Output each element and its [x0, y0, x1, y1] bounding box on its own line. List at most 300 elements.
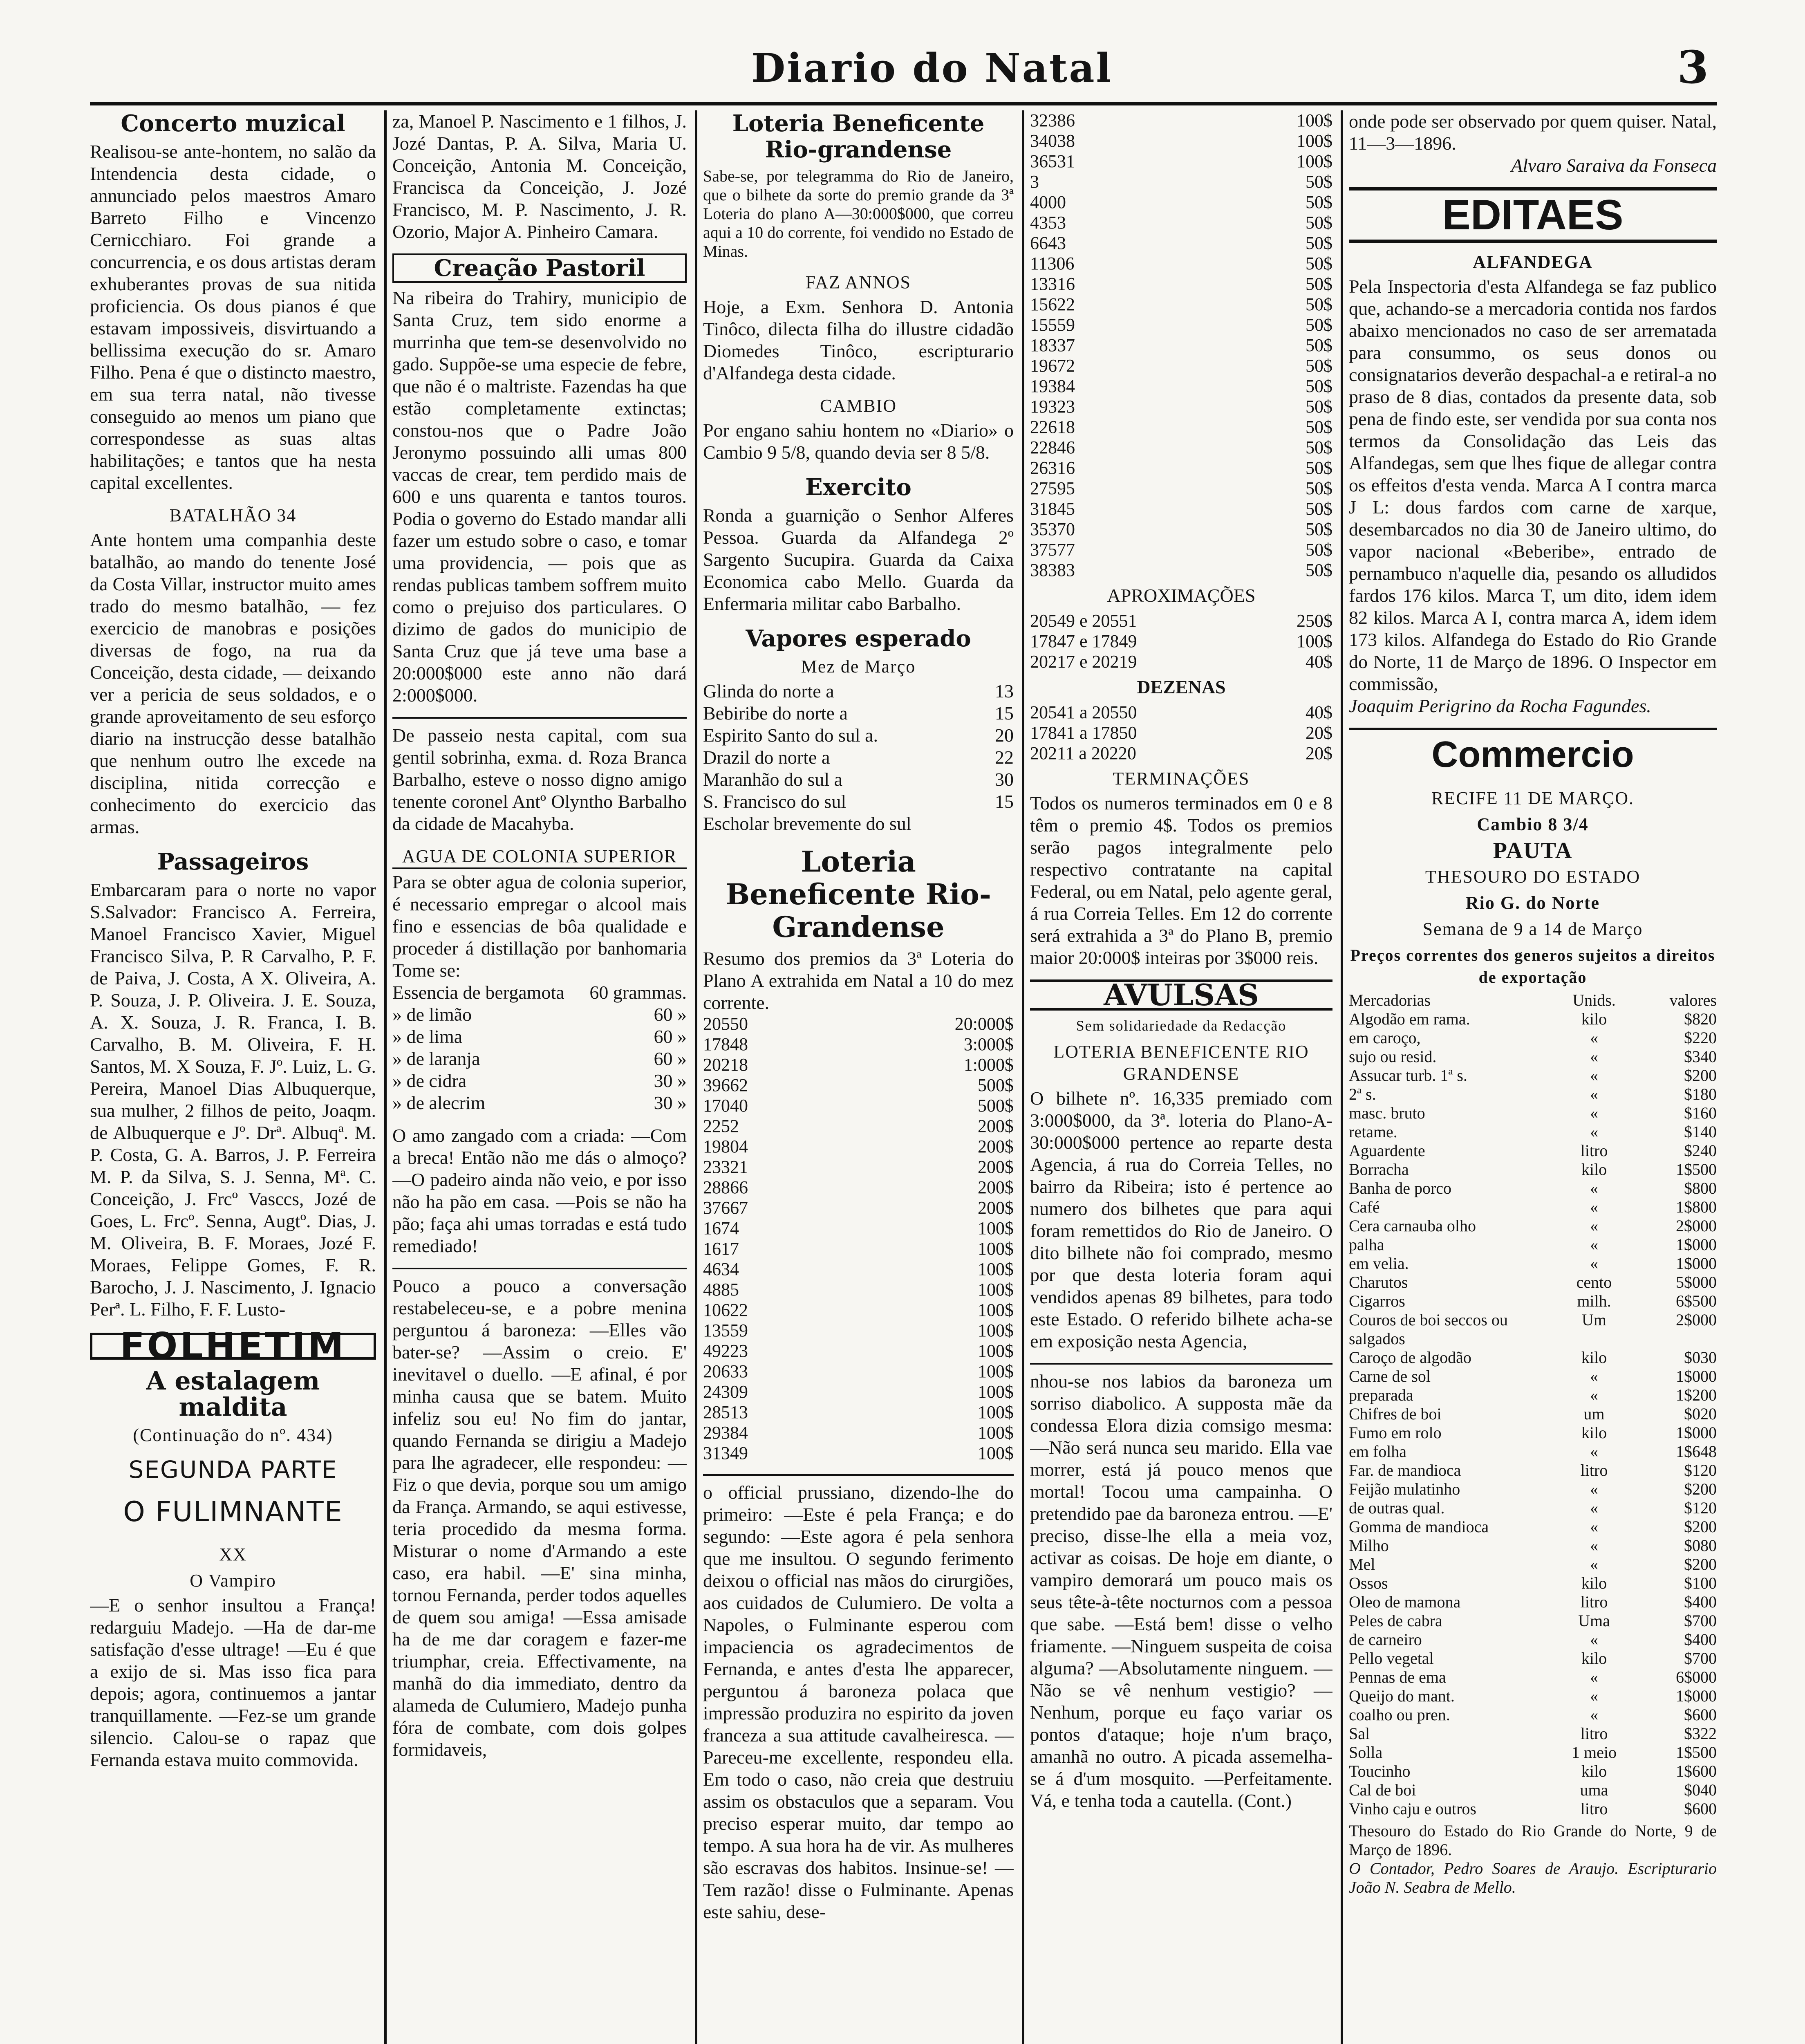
- aprox-result-prize: 40$: [1306, 652, 1332, 672]
- lottery-result-number: 15559: [1030, 315, 1075, 335]
- lottery-result-number: 49223: [703, 1341, 748, 1361]
- lottery-result-prize: 50$: [1306, 335, 1332, 355]
- lottery-result-number: 3: [1030, 172, 1039, 192]
- dezenas-title: DEZENAS: [1137, 677, 1226, 697]
- pauta-unit: «: [1590, 1235, 1598, 1254]
- dezena-result-prize: 20$: [1306, 743, 1332, 763]
- recipe-qty: 60 »: [654, 1048, 687, 1069]
- lottery-result-prize: 50$: [1306, 294, 1332, 314]
- article-title: AVULSAS: [1030, 979, 1332, 1011]
- novel-part: SEGUNDA PARTE: [128, 1456, 338, 1484]
- article-passeio: [392, 724, 687, 835]
- column-5: [1349, 110, 1717, 2044]
- pauta-unit: «: [1590, 1029, 1598, 1047]
- recipe-item: [392, 1048, 687, 1070]
- lottery-result-number: 23321: [703, 1157, 748, 1177]
- dezena-result-prize: 20$: [1306, 723, 1332, 743]
- pauta-value: 1$200: [1675, 1386, 1717, 1404]
- lottery-results: [703, 1014, 1014, 1464]
- lottery-result-number: 20633: [703, 1361, 748, 1381]
- recipe-name: Essencia de bergamota: [392, 982, 564, 1003]
- folhetim-header: FOLHETIM: [90, 1333, 376, 1360]
- vapor-name: Drazil do norte a: [703, 747, 830, 768]
- pauta-item: de carneiro: [1349, 1630, 1422, 1649]
- lottery-result-number: 22618: [1030, 417, 1075, 437]
- article-title: Loteria Beneficente Rio-Grandense: [726, 845, 991, 944]
- article-body: Para se obter agua de colonia superior, é necessario empregar o alcool mais fino e essencias de bôa qualidade e proceder á distillação por banhomaria Tome se:: [392, 872, 687, 981]
- article-body: Embarcaram para o norte no vapor S.Salvador: Francisco A. Ferreira, Manoel Francisco Xavier, Miguel Francisco Silva, P. R Carvalho, P. F. de Paiva, J. Costa, A X. Oliveira, A. P. Souza, J. P. Oliveira. J. E. Souza, A. X. Souza, J. R. Franca, I. B. Carvalho, B. M. Oliveira, F. H. Santos, M. X Souza, F. Jº. Luiz, L. G. Pereira, Manoel Dias Albuquerque, sua mulher, 2 filhos de peito, Joaqm. de Albuquerque e Jº. Drª. Albuqª. M. P. Costa, G. A. Barros, J. P. Ferreira M. P. da Silva, S. J. Senna, Mª. C. Conceição, J. Frcº Vasccs, Jozé de Goes, L. Frcº. Senna, Augtº. Dias, J. M. Oliveira, B. F. Moraes, Jozé F. Moraes, Felippe Gomes, F. R. Barocho, J. J. Nascimento, J. Ignacio Perª. L. Filho, F. F. Lusto-: [90, 879, 376, 1320]
- lottery-result-number: 19384: [1030, 376, 1075, 396]
- footer-text: Thesouro do Estado do Rio Grande do Norte, 9 de Março de 1896.: [1349, 1822, 1717, 1859]
- novel-subtitle: O Vampiro: [190, 1571, 276, 1591]
- lottery-result-number: 38383: [1030, 560, 1075, 580]
- lottery-result-number: 31349: [703, 1443, 748, 1463]
- novel-section: [90, 1368, 376, 1771]
- lottery-result-prize: 200$: [978, 1116, 1014, 1136]
- lottery-result-number: 28866: [703, 1177, 748, 1197]
- pauta-row: [1349, 1423, 1717, 1442]
- lottery-result-number: 4353: [1030, 213, 1066, 233]
- pauta-value: $200: [1684, 1480, 1717, 1498]
- pauta-row: [1349, 1217, 1717, 1235]
- pauta-unit: Uma: [1578, 1611, 1610, 1630]
- lottery-result-prize: 100$: [978, 1239, 1014, 1259]
- lottery-result-prize: 50$: [1306, 499, 1332, 519]
- dezena-result-number: 17841 a 17850: [1030, 723, 1137, 743]
- pauta-item: Borracha: [1349, 1160, 1409, 1179]
- pauta-value: 1$500: [1675, 1160, 1717, 1179]
- lottery-result-prize: 50$: [1306, 458, 1332, 478]
- article-heading: LOTERIA BENEFICENTE RIO GRANDENSE: [1053, 1042, 1309, 1084]
- pauta-value: 1$000: [1675, 1687, 1717, 1705]
- recipe-item: [392, 1070, 687, 1092]
- dezena-result-number: 20541 a 20550: [1030, 702, 1137, 722]
- pauta-unit: kilo: [1581, 1160, 1607, 1179]
- pauta-item: 2ª s.: [1349, 1085, 1376, 1103]
- aprox-result-prize: 250$: [1297, 611, 1332, 631]
- lottery-result-prize: 100$: [1297, 110, 1332, 130]
- article-title: FAZ ANNOS: [805, 272, 911, 292]
- pauta-item: Queijo do mant.: [1349, 1687, 1455, 1705]
- pauta-value: 6$000: [1675, 1668, 1717, 1686]
- pauta-row: [1349, 1517, 1717, 1536]
- aprox-result-number: 20549 e 20551: [1030, 611, 1137, 631]
- novel-continuation-col2: [392, 1275, 687, 1761]
- pauta-unit: litro: [1580, 1461, 1608, 1479]
- pauta-item: Milho: [1349, 1536, 1389, 1555]
- article-agua: [392, 845, 687, 1114]
- article-title: Creação Pastoril: [392, 253, 687, 283]
- lottery-result-number: 24309: [703, 1382, 748, 1402]
- pauta-value: 1$000: [1675, 1254, 1717, 1273]
- pauta-header-cell: valores: [1669, 991, 1717, 1009]
- column-divider: [1022, 110, 1024, 2044]
- cambio-line: Cambio 8 3/4: [1477, 814, 1589, 834]
- article-body: Sabe-se, por telegramma do Rio de Janeiro, que o bilhete da sorte do premio grande da 3ª Loteria do plano A—30:000$000, que correu aqui a 10 do corrente, foi vendido no Estado de Minas.: [703, 167, 1014, 260]
- pauta-item: Ossos: [1349, 1574, 1388, 1592]
- article-creacao: [392, 253, 687, 706]
- lottery-result-prize: 100$: [978, 1402, 1014, 1422]
- lottery-result-number: 19672: [1030, 356, 1075, 376]
- lottery-result-number: 11306: [1030, 253, 1075, 273]
- pauta-value: 1$800: [1675, 1198, 1717, 1216]
- lottery-result-number: 32386: [1030, 110, 1075, 130]
- vapor-row: [703, 746, 1014, 769]
- lottery-result-number: 28513: [703, 1402, 748, 1422]
- vapor-row: [703, 791, 1014, 813]
- lottery-result-number: 13316: [1030, 274, 1075, 294]
- recife-line: RECIFE 11 DE MARÇO.: [1431, 788, 1634, 808]
- article-passageiros-cont: [392, 110, 687, 243]
- pauta-value: $800: [1684, 1179, 1717, 1197]
- pauta-unit: «: [1590, 1085, 1598, 1103]
- divider: [392, 1268, 687, 1269]
- novel-continuation-col3: [703, 1481, 1014, 1923]
- vapor-row: [703, 813, 1014, 835]
- lottery-result-prize: 3:000$: [963, 1034, 1014, 1054]
- pauta-value: $600: [1684, 1800, 1717, 1818]
- pauta-row: [1349, 1273, 1717, 1292]
- article-amo: [392, 1125, 687, 1257]
- lottery-result-prize: 50$: [1306, 192, 1332, 212]
- pauta-unit: «: [1590, 1555, 1598, 1573]
- aprox-result-number: 17847 e 17849: [1030, 631, 1137, 651]
- divider: [1030, 1363, 1332, 1365]
- pauta-row: [1349, 1781, 1717, 1800]
- pauta-unit: «: [1590, 1706, 1598, 1724]
- pauta-unit: litro: [1580, 1141, 1608, 1160]
- divider: [703, 1474, 1014, 1476]
- pauta-row: [1349, 1386, 1717, 1405]
- article-body: Todos os numeros terminados em 0 e 8 têm o premio 4$. Todos os premios serão pagos integralmente pelo respectivo contratante na capital Federal, ou em Natal, pelo agente geral, á rua Correia Telles. Em 12 do corrente será extrahida a 3ª do Plano B, premio maior 20:000$ inteiras por 3$000 reis.: [1030, 793, 1332, 968]
- pauta-item: Aguardente: [1349, 1141, 1425, 1160]
- article-body: Resumo dos premios da 3ª Loteria do Plano A extrahida em Natal a 10 do mez corrente.: [703, 948, 1014, 1013]
- article-title: AGUA DE COLONIA SUPERIOR: [392, 845, 687, 869]
- pauta-unit: «: [1590, 1536, 1598, 1555]
- pauta-unit: «: [1590, 1198, 1598, 1216]
- pauta-unit: cento: [1576, 1273, 1612, 1291]
- pauta-row: [1349, 1311, 1717, 1348]
- vapor-day: 15: [995, 703, 1014, 724]
- pauta-value: 1$000: [1675, 1367, 1717, 1385]
- vapor-name: Escholar brevemente do sul: [703, 813, 911, 834]
- lottery-result-number: 31845: [1030, 499, 1075, 519]
- pauta-row: [1349, 1649, 1717, 1668]
- lottery-result-prize: 50$: [1306, 213, 1332, 233]
- article-title: ALFANDEGA: [1473, 252, 1593, 272]
- lottery-result-prize: 50$: [1306, 356, 1332, 376]
- recipe-item: [392, 1004, 687, 1026]
- pauta-row: [1349, 1611, 1717, 1630]
- article-anos: [703, 271, 1014, 384]
- recipe-qty: 60 »: [654, 1004, 687, 1025]
- lottery-result-number: 34038: [1030, 131, 1075, 151]
- pauta-item: Algodão em rama.: [1349, 1010, 1470, 1028]
- lottery-result-prize: 200$: [978, 1136, 1014, 1156]
- pauta-row: [1349, 1254, 1717, 1273]
- lottery-result-prize: 50$: [1306, 417, 1332, 437]
- pauta-title: PAUTA: [1493, 838, 1573, 863]
- vapor-row: [703, 680, 1014, 702]
- article-exercito: [703, 474, 1014, 615]
- recipe-qty: 30 »: [654, 1070, 687, 1091]
- aprox-title: APROXIMAÇÕES: [1107, 585, 1256, 606]
- pauta-row: [1349, 1461, 1717, 1480]
- lottery-result-prize: 200$: [978, 1157, 1014, 1177]
- pauta-unit: «: [1590, 1687, 1598, 1705]
- lottery-result-number: 4634: [703, 1259, 739, 1279]
- pauta-value: $030: [1684, 1348, 1717, 1367]
- recipe-qty: 30 »: [654, 1092, 687, 1113]
- article-title: TERMINAÇÕES: [1113, 769, 1250, 789]
- newspaper-title: Diario do Natal: [751, 45, 1113, 91]
- divider: [392, 717, 687, 719]
- pauta-value: $080: [1684, 1536, 1717, 1555]
- pauta-unit: «: [1590, 1668, 1598, 1686]
- pauta-item: Cera carnauba olho: [1349, 1217, 1476, 1235]
- recipe-item: [392, 1092, 687, 1114]
- pauta-unit: kilo: [1581, 1423, 1607, 1442]
- pauta-row: [1349, 1762, 1717, 1781]
- pauta-row: [1349, 1593, 1717, 1611]
- pauta-value: 1$648: [1675, 1442, 1717, 1461]
- pauta-row: [1349, 1292, 1717, 1311]
- pauta-item: Peles de cabra: [1349, 1611, 1442, 1630]
- pauta-header-cell: Mercadorias: [1349, 991, 1431, 1009]
- pauta-row: [1349, 1141, 1717, 1160]
- pauta-value: 2$000: [1675, 1217, 1717, 1235]
- pauta-row: [1349, 1367, 1717, 1386]
- lottery-result-prize: 500$: [978, 1096, 1014, 1116]
- vapor-name: Bebiribe do norte a: [703, 703, 848, 724]
- lottery-result-number: 17040: [703, 1096, 748, 1116]
- lottery-result-prize: 100$: [978, 1382, 1014, 1402]
- pauta-unit: «: [1590, 1254, 1598, 1273]
- pauta-unit: kilo: [1581, 1762, 1607, 1780]
- article-passageiros: [90, 849, 376, 1320]
- pauta-unit: litro: [1580, 1593, 1608, 1611]
- lottery-result-number: 1674: [703, 1218, 739, 1238]
- pauta-row: [1349, 1066, 1717, 1085]
- article-subtitle: Mez de Março: [801, 657, 916, 677]
- pauta-value: 1$000: [1675, 1235, 1717, 1254]
- pauta-item: Cigarros: [1349, 1292, 1405, 1310]
- lottery-result-prize: 500$: [978, 1075, 1014, 1095]
- pauta-value: $100: [1684, 1574, 1717, 1592]
- pauta-row: [1349, 1160, 1717, 1179]
- article-title: Passageiros: [157, 848, 309, 875]
- column-divider: [695, 110, 697, 2044]
- article-body: Por engano sahiu hontem no «Diario» o Cambio 9 5/8, quando devia ser 8 5/8.: [703, 420, 1014, 463]
- lottery-result-number: 19804: [703, 1136, 748, 1156]
- pauta-value: $200: [1684, 1555, 1717, 1573]
- commercio-section: [1349, 787, 1717, 1897]
- article-title: BATALHÃO 34: [169, 505, 297, 525]
- pauta-item: Mel: [1349, 1555, 1375, 1573]
- pauta-item: Cal de boi: [1349, 1781, 1416, 1799]
- recipe-item: [392, 982, 687, 1004]
- vapor-day: 30: [995, 769, 1014, 790]
- pauta-header-cell: Unids.: [1572, 991, 1616, 1009]
- pauta-value: $140: [1684, 1123, 1717, 1141]
- vapor-row: [703, 769, 1014, 791]
- article-body: onde pode ser observado por quem quiser. Natal, 11—3—1896.: [1349, 111, 1717, 154]
- pauta-value: $600: [1684, 1706, 1717, 1724]
- pauta-item: Chifres de boi: [1349, 1405, 1442, 1423]
- article-title: Loteria Beneficente Rio-grandense: [732, 110, 985, 163]
- thesouro-line: THESOURO DO ESTADO: [1425, 867, 1641, 887]
- article-vapores: [703, 625, 1014, 835]
- pauta-value: $120: [1684, 1461, 1717, 1479]
- pauta-row: [1349, 1104, 1717, 1123]
- pauta-item: Café: [1349, 1198, 1380, 1216]
- pauta-header: [1349, 991, 1717, 1010]
- pauta-value: $220: [1684, 1029, 1717, 1047]
- pauta-row: [1349, 1706, 1717, 1724]
- recipe-item: [392, 1026, 687, 1048]
- column-1: [90, 110, 376, 2044]
- commercio-title: Commercio: [1349, 728, 1717, 779]
- vapor-day: 13: [995, 681, 1014, 702]
- pauta-value: $180: [1684, 1085, 1717, 1103]
- pauta-row: [1349, 1235, 1717, 1254]
- lottery-result-number: 39662: [703, 1075, 748, 1095]
- pauta-value: 1$500: [1675, 1743, 1717, 1762]
- article-concerto: [90, 110, 376, 494]
- pauta-item: sujo ou resid.: [1349, 1047, 1437, 1066]
- pauta-table: [1349, 1010, 1717, 1818]
- pauta-value: $040: [1684, 1781, 1717, 1799]
- article-signature: Joaquim Perigrino da Rocha Fagundes.: [1349, 695, 1651, 716]
- pauta-unit: litro: [1580, 1800, 1608, 1818]
- recipe-name: » de lima: [392, 1026, 463, 1047]
- lottery-result-prize: 100$: [978, 1361, 1014, 1381]
- article-title: Vapores esperado: [746, 625, 971, 652]
- lottery-result-prize: 100$: [978, 1320, 1014, 1340]
- pauta-value: $400: [1684, 1630, 1717, 1649]
- aprox-result-prize: 100$: [1297, 631, 1332, 651]
- page-number: 3: [1677, 41, 1709, 94]
- pauta-item: Toucinho: [1349, 1762, 1411, 1780]
- lottery-result-prize: 200$: [978, 1177, 1014, 1197]
- footer-signature: O Contador, Pedro Soares de Araujo. Escripturario João N. Seabra de Mello.: [1349, 1859, 1717, 1896]
- pauta-unit: litro: [1580, 1724, 1608, 1743]
- pauta-item: Couros de boi seccos ou salgados: [1349, 1311, 1508, 1348]
- pauta-row: [1349, 1405, 1717, 1423]
- novel-continuation: (Continuação do nº. 434): [133, 1425, 333, 1445]
- vapor-day: 22: [995, 747, 1014, 768]
- aprox-results: [1030, 611, 1332, 672]
- article-body: De passeio nesta capital, com sua gentil sobrinha, exma. d. Roza Branca Barbalho, esteve o nosso digno amigo tenente coronel Antº Olyntho Barbalho da cidade de Macahyba.: [392, 725, 687, 834]
- lottery-result-number: 22846: [1030, 437, 1075, 457]
- lottery-result-prize: 50$: [1306, 437, 1332, 457]
- pauta-item: palha: [1349, 1235, 1384, 1254]
- lottery-result-number: 4885: [703, 1280, 739, 1300]
- pauta-value: 5$000: [1675, 1273, 1717, 1291]
- lottery-result-prize: 50$: [1306, 233, 1332, 253]
- pauta-row: [1349, 1555, 1717, 1574]
- lottery-result-prize: 50$: [1306, 478, 1332, 498]
- recipe-list: [392, 982, 687, 1114]
- lottery-result-prize: 50$: [1306, 519, 1332, 539]
- pauta-unit: «: [1590, 1047, 1598, 1066]
- article-cambio: [703, 395, 1014, 464]
- pauta-row: [1349, 1029, 1717, 1047]
- pauta-unit: «: [1590, 1499, 1598, 1517]
- novel-body: o official prussiano, dizendo-lhe do primeiro: —Este é pela França; e do segundo: —Este agora é pela senhora que me insultou. O segundo ferimento deixou o official nas mãos do cirurgiões, aos cuidados de Culumiero. De volta a Napoles, o Fulminante esperou com impaciencia os agradecimentos de Fernanda, e antes d'esta lhe apparecer, perguntou á baroneza polaca que impressão produzira no espirito da joven franceza a sua attitude cavalheiresca. —Pareceu-me excellente, respondeu ella. Em todo o caso, não creia que destruiu assim os obstaculos que a separam. Vou preciso esperar muito, dar tempo ao tempo. A sua hora ha de vir. As mulheres são escravas dos habitos. Insinue-se! —Tem razão! disse o Fulminante. Apenas este sahiu, dese-: [703, 1482, 1014, 1922]
- lottery-result-prize: 100$: [978, 1259, 1014, 1279]
- recipe-name: » de cidra: [392, 1070, 467, 1091]
- lottery-result-prize: 50$: [1306, 172, 1332, 192]
- article-body: O amo zangado com a criada: —Com a breca! Então não me dás o almoço? —O padeiro ainda não veio, e por isso não ha pão em casa. —Pois se não ha pão; faça ahi umas torradas e está tudo remediado!: [392, 1125, 687, 1256]
- pauta-unit: «: [1590, 1179, 1598, 1197]
- pauta-value: $200: [1684, 1066, 1717, 1085]
- pauta-item: Caroço de algodão: [1349, 1348, 1471, 1367]
- pauta-unit: «: [1590, 1066, 1598, 1085]
- lottery-result-number: 13559: [703, 1320, 748, 1340]
- article-body: Hoje, a Exm. Senhora D. Antonia Tinôco, dilecta filha do illustre cidadão Diomedes Tinôco, escripturario d'Alfandega desta cidade.: [703, 296, 1014, 383]
- pauta-row: [1349, 1724, 1717, 1743]
- column-2: [392, 110, 687, 2044]
- pauta-item: Oleo de mamona: [1349, 1593, 1461, 1611]
- novel-body: Pouco a pouco a conversação restabeleceu-se, e a pobre menina perguntou á baroneza: —Elles vão bater-se? —Assim o creio. E' inevitavel o duello. —E afinal, é por minha causa que se batem. Muito infeliz sou eu! No fim do jantar, quando Fernanda se dirigiu a Madejo para lhe agradecer, elle respondeu: —Fiz o que devia, porque sou um amigo da França. Armando, se aqui estivesse, teria procedido da mesma forma. Misturar o nome d'Armando a este caso, era habil. —E' sina minha, tornou Fernanda, perder todos aquelles de quem sou amiga! —Essa amisade ha de me dar coragem e fazer-me triumphar, creia. Effectivamente, na manhã do dia immediato, dentro da alameda de Culumiero, Madejo punha fóra de combate, com dois golpes formidaveis,: [392, 1275, 687, 1760]
- pauta-item: Sal: [1349, 1724, 1370, 1743]
- pauta-unit: kilo: [1581, 1010, 1607, 1028]
- pauta-unit: «: [1590, 1386, 1598, 1404]
- lottery-result-prize: 100$: [1297, 151, 1332, 171]
- dezena-result-number: 20211 a 20220: [1030, 743, 1136, 763]
- pauta-item: coalho ou pren.: [1349, 1706, 1450, 1724]
- lottery-result-prize: 50$: [1306, 274, 1332, 294]
- lottery-result-number: 6643: [1030, 233, 1066, 253]
- lottery-result-number: 18337: [1030, 335, 1075, 355]
- article-batalhao: [90, 504, 376, 838]
- pauta-unit: 1 meio: [1572, 1743, 1617, 1762]
- pauta-item: Gomma de mandioca: [1349, 1517, 1489, 1536]
- article-body: Realisou-se ante-hontem, no salão da Intendencia desta cidade, o annunciado pelos maestros Amaro Barreto Filho e Vincenzo Cernicchiaro. Foi grande a concurrencia, e os dous artistas deram exhuberantes provas de sua nitida proficiencia. Os dous pianos é que estavam impossiveis, disvirtuando a bellissima execução do sr. Amaro Filho. Pena é que o distincto maestro, em sua terra natal, não tivesse conseguido ao menos um piano que correspondesse as suas altas habilitações; e tantos que ha nesta capital excellentes.: [90, 141, 376, 493]
- pauta-unit: «: [1590, 1217, 1598, 1235]
- lottery-result-number: 2252: [703, 1116, 739, 1136]
- dezena-result-prize: 40$: [1306, 702, 1332, 722]
- article-title: Exercito: [805, 474, 911, 501]
- pauta-value: $400: [1684, 1593, 1717, 1611]
- pauta-value: $820: [1684, 1010, 1717, 1028]
- rio-line: Rio G. do Norte: [1465, 893, 1600, 913]
- lottery-result-number: 10622: [703, 1300, 748, 1320]
- pauta-row: [1349, 1668, 1717, 1687]
- aprox-result-number: 20217 e 20219: [1030, 652, 1137, 672]
- pauta-item: Fumo em rolo: [1349, 1423, 1442, 1442]
- pauta-row: [1349, 1348, 1717, 1367]
- recipe-qty: 60 »: [654, 1026, 687, 1047]
- vapor-name: Maranhão do sul a: [703, 769, 843, 790]
- lottery-result-prize: 100$: [978, 1443, 1014, 1463]
- article-body: O bilhete nº. 16,335 premiado com 3:000$000, da 3ª. loteria do Plano-A-30:000$000 pertence ao reparte desta Agencia, á rua do Correia Telles, no bairro da Ribeira; isto é pertence ao numero dos bilhetes que para aqui foram remettidos do Rio de Janeiro. O dito bilhete não foi comprado, mesmo por que desta loteria foram aqui vendidos apenas 89 bilhetes, para todo este Estado. O referido bilhete acha-se em exposição nesta Agencia,: [1030, 1088, 1332, 1351]
- pauta-unit: uma: [1580, 1781, 1608, 1799]
- column-divider: [384, 110, 387, 2044]
- recipe-qty: 60 grammas.: [589, 982, 687, 1003]
- lottery-result-prize: 50$: [1306, 560, 1332, 580]
- lottery-result-prize: 50$: [1306, 253, 1332, 273]
- article-body: Pela Inspectoria d'esta Alfandega se faz publico que, achando-se a mercadoria contida nos fardos abaixo mencionados no caso de ser arrematada para consummo, os seus donos ou consignatarios deverão despachal-a e retiral-a no praso de 8 dias, contados da presente data, sob pena de findo este, ser vendida por sua conta nos termos da Consolidação das Leis das Alfandegas, sem que lhes fique de allegar contra os effeitos d'esta venda. Marca A I contra marca J L: dous fardos com carne de xarque, desembarcados no dia 30 de Janeiro ultimo, do vapor nacional «Beberibe», entrado de pernambuco n'aquelle dia, pesando os alludidos fardos 176 kilos. Marca T, um dito, idem idem 82 kilos. Marca A I, contra marca A, idem idem 173 kilos. Alfandega do Estado do Rio Grande do Norte, 11 de Março de 1896. O Inspector em commissão,: [1349, 276, 1717, 694]
- pauta-row: [1349, 1536, 1717, 1555]
- precos-line: Preços correntes dos generos sujeitos a direitos de exportação: [1350, 946, 1715, 986]
- pauta-value: 1$000: [1675, 1423, 1717, 1442]
- pauta-item: em caroço,: [1349, 1029, 1421, 1047]
- dezenas-results: [1030, 702, 1332, 764]
- pauta-item: Vinho caju e outros: [1349, 1800, 1476, 1818]
- pauta-value: $700: [1684, 1649, 1717, 1667]
